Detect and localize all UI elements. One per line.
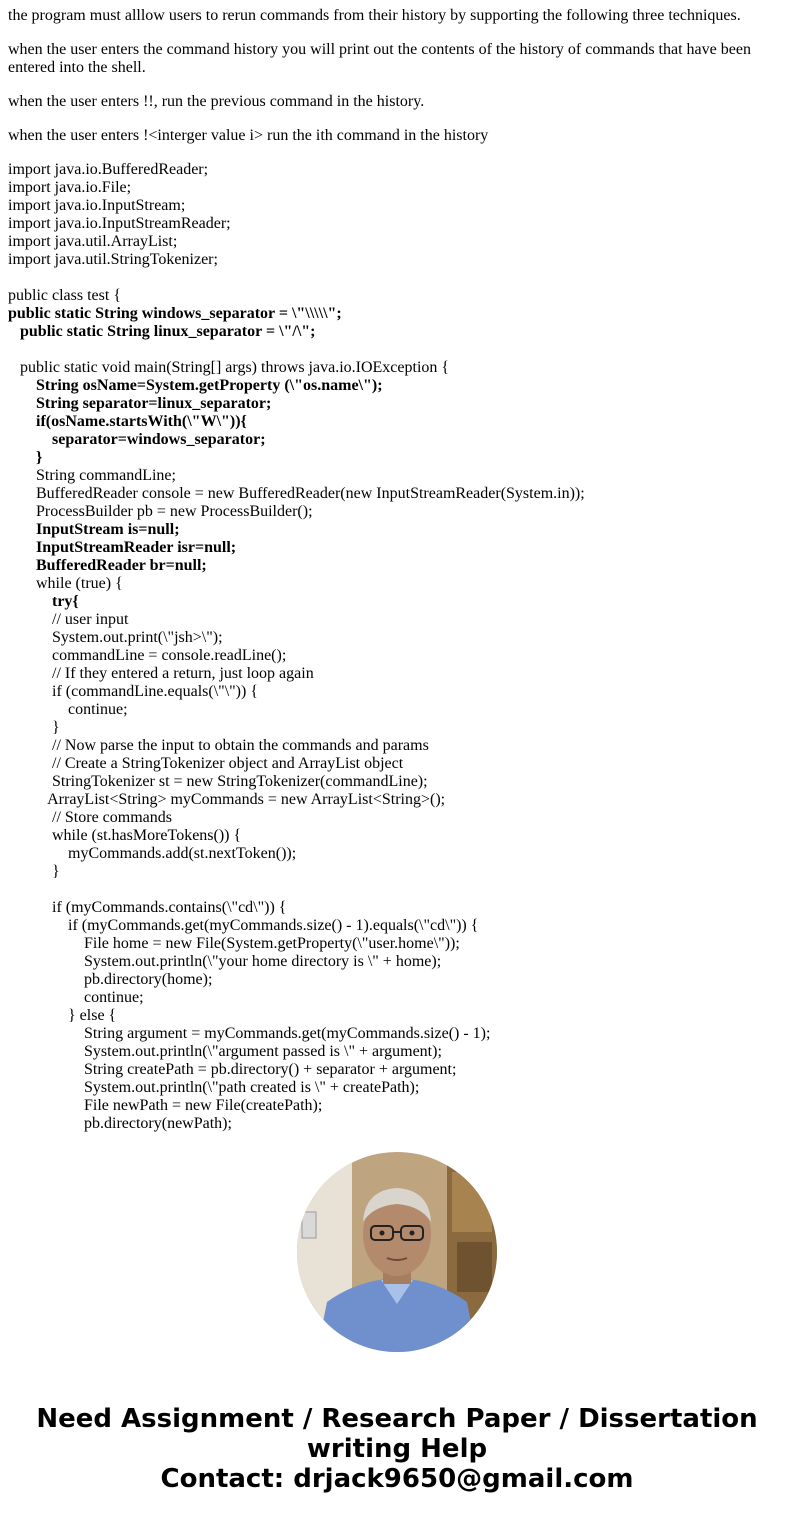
code-line: import java.io.InputStream; [8,197,186,214]
code-line: } else { [8,1007,117,1024]
code-line: String separator=linux_separator; [8,395,272,412]
code-line: import java.io.File; [8,179,132,196]
code-line: while (true) { [8,575,123,592]
code-line: import java.util.ArrayList; [8,233,178,250]
help-line-2: writing Help [306,1434,488,1464]
code-line: while (st.hasMoreTokens()) { [8,827,242,844]
code-line: pb.directory(home); [8,971,213,988]
code-line: public class test { [8,287,121,304]
code-line: // If they entered a return, just loop again [8,665,314,682]
contact-line[interactable]: Contact: drjack9650@gmail.com [160,1464,634,1494]
code-line: BufferedReader br=null; [8,557,207,574]
code-line: import java.io.InputStreamReader; [8,215,231,232]
code-line [8,269,786,287]
requirement-paragraph-3: when the user enters !!, run the previous command in the history. [8,93,425,110]
code-line: if (myCommands.contains(\"cd\")) { [8,899,287,916]
code-line: import java.io.BufferedReader; [8,161,209,178]
requirement-paragraph-4: when the user enters !<interger value i> run the ith command in the history [8,127,489,144]
code-line: // Create a StringTokenizer object and ArrayList object [8,755,404,772]
code-line: try{ [8,593,79,610]
code-listing[interactable] [8,161,786,1132]
requirement-paragraph-2: when the user enters the command history you will print out the contents of the history of commands that have been entered into the shell. [8,41,751,76]
code-line: // Now parse the input to obtain the commands and params [8,737,429,754]
code-line [8,881,786,899]
intro-text [8,7,786,161]
code-line: public static String linux_separator = \"/\"; [8,323,316,340]
footer [0,1152,794,1494]
code-line: } [8,863,60,880]
code-line: BufferedReader console = new BufferedReader(new InputStreamReader(System.in)); [8,485,585,502]
code-line: String osName=System.getProperty (\"os.name\"); [8,377,383,394]
code-line: String commandLine; [8,467,176,484]
code-line: InputStream is=null; [8,521,180,538]
code-line: File newPath = new File(createPath); [8,1097,323,1114]
help-line-1: Need Assignment / Research Paper / Dissertation [36,1404,758,1434]
code-line: String argument = myCommands.get(myCommands.size() - 1); [8,1025,491,1042]
code-line: ProcessBuilder pb = new ProcessBuilder(); [8,503,313,520]
author-avatar [297,1152,497,1352]
code-line: separator=windows_separator; [8,431,266,448]
code-line: } [8,719,60,736]
code-line: StringTokenizer st = new StringTokenizer(commandLine); [8,773,428,790]
code-line: System.out.print(\"jsh>\"); [8,629,223,646]
requirement-paragraph-1: the program must alllow users to rerun commands from their history by supporting the following three techniques. [8,7,741,24]
code-line: if(osName.startsWith(\"W\")){ [8,413,247,430]
code-line: System.out.println(\"path created is \" + createPath); [8,1079,420,1096]
code-line: myCommands.add(st.nextToken()); [8,845,297,862]
code-line: // Store commands [8,809,172,826]
code-line: File home = new File(System.getProperty(\"user.home\")); [8,935,460,952]
code-line: ArrayList<String> myCommands = new ArrayList<String>(); [8,791,446,808]
code-line: continue; [8,989,144,1006]
code-line: continue; [8,701,128,718]
code-line: if (commandLine.equals(\"\")) { [8,683,259,700]
code-line: // user input [8,611,129,628]
code-line: String createPath = pb.directory() + separator + argument; [8,1061,457,1078]
code-line: public static void main(String[] args) throws java.io.IOException { [8,359,450,376]
code-line: public static String windows_separator = \"\\\\\"; [8,305,342,322]
help-contact-text [0,1404,794,1494]
code-line [8,341,786,359]
code-line: commandLine = console.readLine(); [8,647,287,664]
code-line: import java.util.StringTokenizer; [8,251,218,268]
code-line: InputStreamReader isr=null; [8,539,237,556]
code-line: System.out.println(\"argument passed is \" + argument); [8,1043,442,1060]
code-line: System.out.println(\"your home directory is \" + home); [8,953,442,970]
code-line: if (myCommands.get(myCommands.size() - 1).equals(\"cd\")) { [8,917,479,934]
author-photo-icon [297,1152,497,1352]
code-line: } [8,449,43,466]
code-line: pb.directory(newPath); [8,1115,232,1132]
